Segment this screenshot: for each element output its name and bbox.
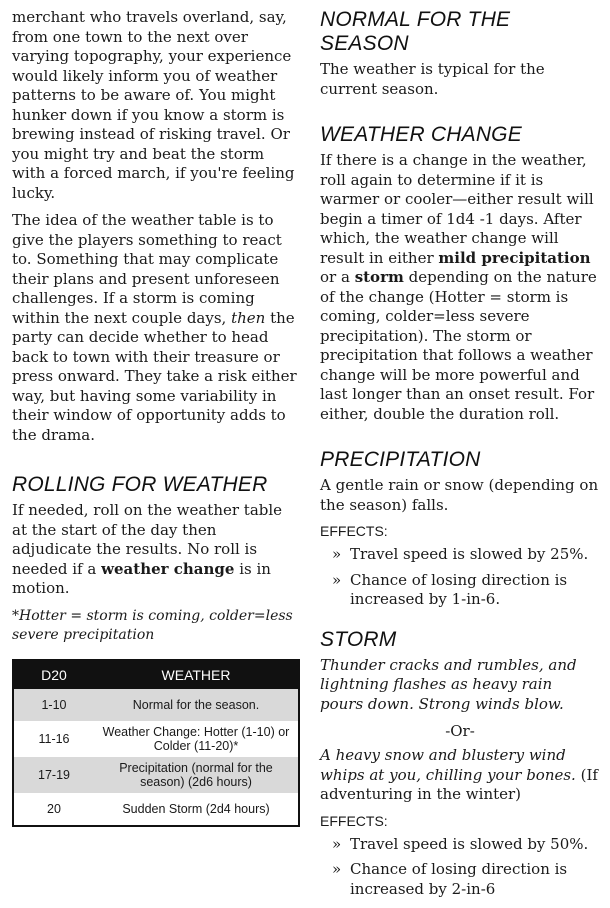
rolling-paragraph <box>12 501 300 599</box>
list-item <box>320 571 600 610</box>
effect-text: Travel speed is slowed by 50%. <box>350 834 589 853</box>
precipitation-paragraph: A gentle rain or snow (depending on the season) falls. <box>320 476 599 514</box>
bullet-icon: » <box>332 834 342 853</box>
effect-text: Travel speed is slowed by 25%. <box>350 545 589 563</box>
or-divider: -Or- <box>445 722 475 740</box>
bold-weather-change: weather change <box>101 559 235 578</box>
text-span: depending on the nature of the change (Hotter = storm is coming, colder=less severe precipitation). The storm or precipitation that follows a weather change will be more powerful and last longer than an onset result. For either, double the duration roll. <box>320 268 597 423</box>
storm-description-snow <box>320 746 600 805</box>
table-cell: 1-10 <box>13 689 94 721</box>
rolling-heading: ROLLING FOR WEATHER <box>12 473 268 496</box>
storm-heading: STORM <box>320 627 397 651</box>
weather-table <box>12 659 300 827</box>
table-row <box>13 689 299 721</box>
intro-paragraph: merchant who travels overland, say, from one town to the next over varying topography, your experience would likely inform you of weather patterns to be aware of. You might hunker down if you know a storm is brewing instead of risking travel. Or you might try and beat the storm with a forced march, if you're feeling lucky. <box>12 8 295 202</box>
bullet-icon: » <box>332 545 342 563</box>
emphasis-snow: A heavy snow and blustery wind whips at you, chilling your bones. <box>320 746 576 784</box>
bold-mild-precipitation: mild precipitation <box>438 248 591 267</box>
table-cell: Precipitation (normal for the season) (2d6 hours) <box>94 757 299 793</box>
storm-effects-label: EFFECTS: <box>320 812 388 829</box>
text-span: The idea of the weather table is to give the players something to react to. Something that may complicate their plans and present unforeseen challenges. If a storm is coming within the next couple days, <box>12 211 282 327</box>
table-header-d20: D20 <box>13 660 94 689</box>
text-span: is in motion. <box>12 559 271 597</box>
normal-paragraph: The weather is typical for the current season. <box>320 60 545 98</box>
weather-change-paragraph <box>320 151 600 424</box>
weather-table-paragraph <box>12 211 300 445</box>
table-header-weather: WEATHER <box>94 660 299 689</box>
list-item <box>320 835 600 855</box>
weather-change-heading: WEATHER CHANGE <box>320 123 522 146</box>
right-column <box>320 8 600 907</box>
emphasis-then: then <box>231 308 266 327</box>
precipitation-effects-label: EFFECTS: <box>320 523 388 539</box>
table-cell: 20 <box>47 801 61 816</box>
storm-effects-list <box>320 835 600 900</box>
bold-storm: storm <box>354 268 404 286</box>
precipitation-heading: PRECIPITATION <box>320 448 481 471</box>
text-span: If needed, roll on the weather table at the start of the day then adjudicate the results. No roll is needed if a <box>12 501 283 578</box>
table-cell: Sudden Storm (2d4 hours) <box>122 801 270 816</box>
table-cell: 17-19 <box>13 757 94 793</box>
precipitation-effects-list <box>320 545 600 610</box>
text-span: or a <box>320 268 355 286</box>
table-row <box>13 757 299 793</box>
storm-description-rain: Thunder cracks and rumbles, and lightning flashes as heavy rain pours down. Strong winds blow. <box>320 655 577 713</box>
table-row <box>13 721 299 757</box>
table-cell: Weather Change: Hotter (1-10) or Colder (11-20)* <box>102 724 290 753</box>
text-span: the party can decide whether to head back to town with their treasure or press onward. They take a risk either way, but having some variability in their window of opportunity adds to the drama. <box>12 308 297 444</box>
list-item <box>320 860 600 899</box>
table-row <box>13 793 299 826</box>
table-cell: Normal for the season. <box>94 689 299 721</box>
list-item <box>320 545 600 565</box>
normal-heading: NORMAL FOR THE SEASON <box>320 8 511 55</box>
bullet-icon: » <box>332 570 342 589</box>
effect-text: Chance of losing direction is increased by 2-in-6 <box>350 860 568 898</box>
text-span: If there is a change in the weather, roll again to determine if it is warmer or cooler—either result will begin a timer of 1d4 -1 days. After which, the weather change will result in either <box>320 151 594 267</box>
text-span: (If adventuring in the winter) <box>320 765 598 803</box>
effect-text: Chance of losing direction is increased by 1-in-6. <box>350 570 568 608</box>
footnote: *Hotter = storm is coming, colder=less severe precipitation <box>12 607 293 643</box>
bullet-icon: » <box>332 860 342 878</box>
left-column <box>12 8 300 827</box>
table-cell: 11-16 <box>38 731 70 746</box>
